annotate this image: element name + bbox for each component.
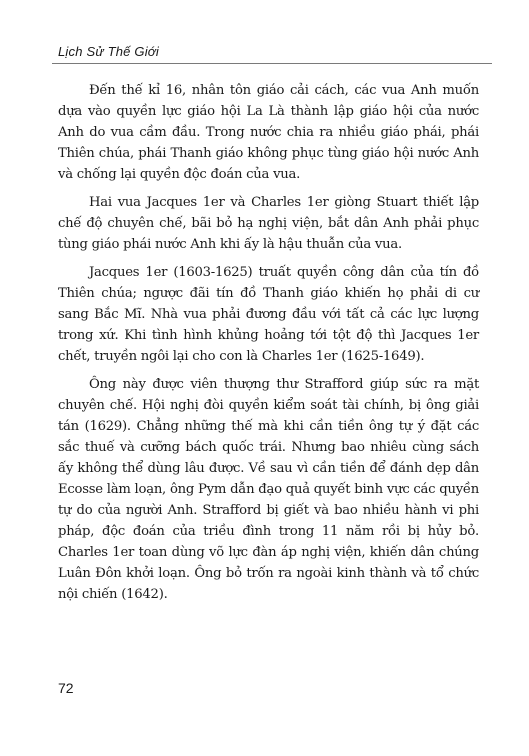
paragraph-1: Đến thế kỉ 16, nhân tôn giáo cải cách, các vua Anh muốn dựa vào quyền lực giáo hội La Là thành lập giáo hội của nước Anh do vua cầm đầu. Trong nước chia ra nhiều giáo phái, phái Thiên chúa, phái Thanh giáo không phục tùng giáo hội nước Anh và chống lại quyền độc đoán của vua. xyxy=(58,83,479,182)
body-text xyxy=(58,80,479,612)
paragraph-3: Jacques 1er (1603-1625) truất quyền công dân của tín đồ Thiên chúa; ngược đãi tín đồ Thanh giáo khiến họ phải di cư sang Bắc Mĩ. Nhà vua phải đương đầu với tất cả các lực lượng trong xứ. Khi tình hình khủng hoảng tới tột độ thì Jacques 1er chết, truyền ngôi lại cho con là Charles 1er (1625-1649). xyxy=(58,265,479,364)
header-rule xyxy=(52,63,492,64)
paragraph-4: Ông này được viên thượng thư Strafford giúp sức ra mặt chuyên chế. Hội nghị đòi quyền kiểm soát tài chính, bị ông giải tán (1629). Chẳng những thế mà khi cần tiền ông tự ý đặt các sắc thuế và cưỡng bách quốc trái. Nhưng bao nhiêu cùng sách ấy không thể dùng lâu được. Về sau vì cần tiền để đánh dẹp dân Ecosse làm loạn, ông Pym dẫn đạo quả quyết binh vực các quyền tự do của người Anh. Strafford bị giết và bao nhiều hành vi phi pháp, độc đoán của triều đình trong 11 năm rồi bị hủy bỏ. Charles 1er toan dùng võ lực đàn áp nghị viện, khiến dân chúng Luân Đôn khởi loạn. Ông bỏ trốn ra ngoài kinh thành và tổ chức nội chiến (1642). xyxy=(58,377,479,602)
page-number: 72 xyxy=(58,680,74,696)
paragraph-2: Hai vua Jacques 1er và Charles 1er giòng Stuart thiết lập chế độ chuyên chế, bãi bỏ hạ nghị viện, bắt dân Anh phải phục tùng giáo phái nước Anh khi ấy là hậu thuẫn của vua. xyxy=(58,195,479,252)
running-header-title: Lịch Sử Thế Giới xyxy=(58,44,159,59)
